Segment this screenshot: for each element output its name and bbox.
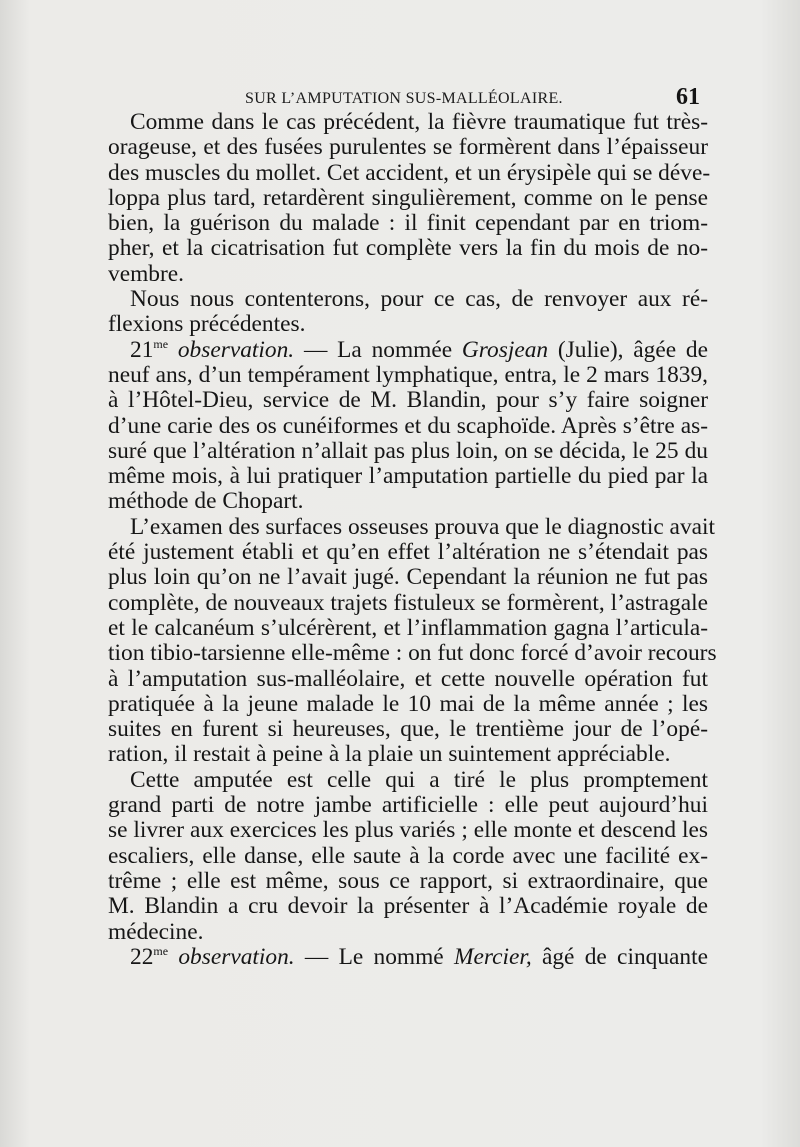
observation-number: 22 xyxy=(130,943,154,970)
observation-intro-rest: âgé de cinquante xyxy=(531,943,708,970)
observation-suffix: me xyxy=(153,944,169,958)
paragraph-4 xyxy=(108,513,717,768)
observation-heading-line xyxy=(108,338,708,363)
observation-intro: — La nommée xyxy=(294,336,462,363)
text-line: à l’amputation sus-malléolaire, et cette nouvelle opération fut xyxy=(108,665,708,692)
text-line: des muscles du mollet. Cet accident, et un érysipèle qui se déve- xyxy=(108,159,711,186)
text-line: vembre. xyxy=(108,260,184,287)
text-line: complète, de nouveaux trajets fistuleux se formèrent, l’astragale xyxy=(108,589,708,616)
observation-intro: — Le nommé xyxy=(294,943,454,970)
observation-label: observation. xyxy=(178,943,295,970)
observation-number: 21 xyxy=(130,336,154,363)
text-line: méthode de Chopart. xyxy=(108,488,304,515)
text-line: suré que l’altération n’allait pas plus loin, on se décida, le 25 du xyxy=(108,437,708,464)
text-line: Comme dans le cas précédent, la fièvre traumatique fut très- xyxy=(130,109,708,135)
text-line: médecine. xyxy=(108,918,204,945)
text-line: Nous nous contenterons, pour ce cas, de renvoyer aux ré- xyxy=(130,286,708,313)
text-line: bien, la guérison du malade : il finit cependant par en triom- xyxy=(108,210,708,237)
text-line: ration, il restait à peine à la plaie un suintement appréciable. xyxy=(108,741,671,768)
text-line: plus loin qu’on ne l’avait jugé. Cependant la réunion ne fut pas xyxy=(108,564,708,591)
paragraph-1 xyxy=(108,109,711,287)
page-number: 61 xyxy=(676,84,700,110)
text-line: orageuse, et des fusées purulentes se formèrent dans l’épaisseur xyxy=(108,134,708,161)
text-line: escaliers, elle danse, elle saute à la corde avec une facilité ex- xyxy=(108,842,708,869)
text-line: neuf ans, d’un tempérament lymphatique, entra, le 2 mars 1839, xyxy=(108,361,708,388)
text-line: se livrer aux exercices les plus variés ; elle monte et descend les xyxy=(108,817,708,844)
text-line: tion tibio-tarsienne elle-même : on fut donc forcé d’avoir recours xyxy=(108,640,717,667)
observation-label: observation. xyxy=(177,336,295,363)
text-line: pratiquée à la jeune malade le 10 mai de la même année ; les xyxy=(108,690,708,717)
text-line: d’une carie des os cunéiformes et du scaphoïde. Après s’être as- xyxy=(108,412,708,439)
text-line: L’examen des surfaces osseuses prouva que le diagnostic avait xyxy=(130,513,716,540)
text-line: M. Blandin a cru devoir la présenter à l’Académie royale de xyxy=(108,893,708,920)
paragraph-2 xyxy=(108,287,708,338)
text-line: été justement établi et qu’en effet l’altération ne s’étendait pas xyxy=(108,539,708,566)
body-text xyxy=(108,109,717,970)
text-line: loppa plus tard, retardèrent singulièrement, comme on le pense xyxy=(108,184,708,211)
patient-name: Mercier, xyxy=(453,943,532,970)
observation-heading-line xyxy=(108,945,708,970)
text-line: même mois, à lui pratiquer l’amputation partielle du pied par la xyxy=(108,463,708,490)
paragraph-observation-21 xyxy=(108,338,708,515)
text-line: et le calcanéum s’ulcérèrent, et l’inflammation gagna l’articula- xyxy=(108,614,708,641)
text-line: trême ; elle est même, sous ce rapport, si extraordinaire, que xyxy=(108,867,708,894)
text-line: suites en furent si heureuses, que, le trentième jour de l’opé- xyxy=(108,716,708,743)
text-line: grand parti de notre jambe artificielle : elle peut aujourd’hui xyxy=(108,792,708,819)
paragraph-5 xyxy=(108,768,708,945)
text-line: flexions précédentes. xyxy=(108,311,306,338)
text-line: à l’Hôtel-Dieu, service de M. Blandin, pour s’y faire soigner xyxy=(108,387,708,414)
text-line: pher, et la cicatrisation fut complète vers la fin du mois de no- xyxy=(108,235,708,262)
observation-suffix: me xyxy=(153,336,169,351)
text-line: Cette amputée est celle qui a tiré le plus promptement xyxy=(130,766,708,793)
running-title: SUR L’AMPUTATION SUS-MALLÉOLAIRE. xyxy=(245,90,563,107)
paragraph-observation-22 xyxy=(108,945,708,970)
observation-intro-rest: (Julie), âgée de xyxy=(548,336,708,363)
patient-name: Grosjean xyxy=(461,336,549,363)
